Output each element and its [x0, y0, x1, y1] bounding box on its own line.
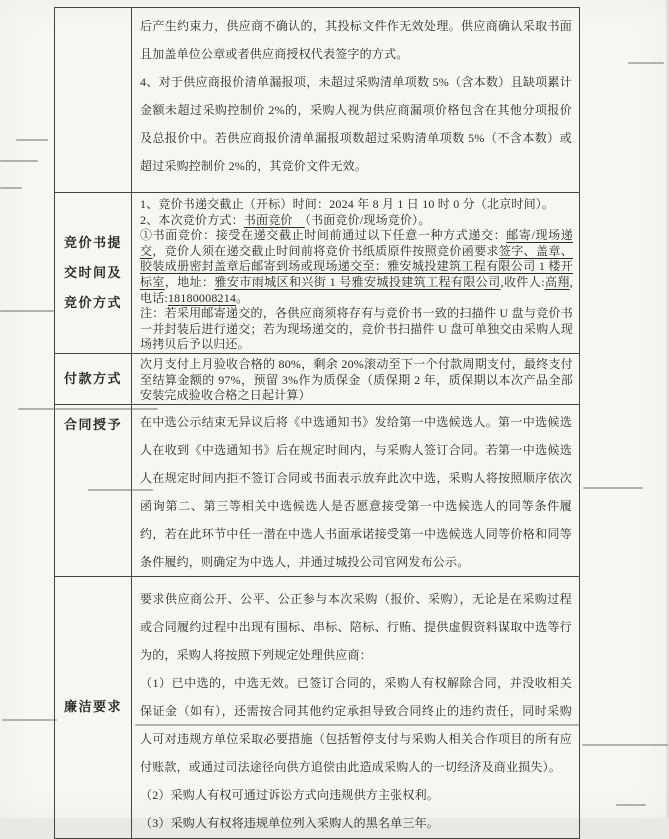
row-content: [132, 193, 580, 354]
paragraph: [140, 357, 573, 404]
row-content: [132, 404, 580, 576]
scan-artifact-line: [616, 804, 646, 806]
table-row: [55, 193, 580, 354]
paragraph: [140, 197, 573, 213]
underlined-text: 签字、盖章、胶装成册密封盖章后邮寄到场或现场递交至：雅安城投建筑工程有限公司 1 楼开标室: [140, 243, 574, 289]
text-segment: （1）已中选的，中选无效。已签订合同的，采购人有权解除合同，并没收相关保证金（如有），还需按合同其他约定承担导致合同终止的违约责任，同时采购人可对违规方单位采取必要措施（包括暂停支付与采购人相关合作项目的所有应付账款，或通过司法途径向供方追偿由此造成采购人的一切经济及商业损失）。: [140, 675, 572, 774]
row-label: 廉洁要求: [55, 576, 132, 838]
row-label: [55, 8, 132, 193]
text-segment: 后产生约束力，供应商不确认的，其投标文件作无效处理。供应商确认采取书面且加盖单位公章或者供应商授权代表签字的方式。: [140, 19, 572, 61]
underlined-text: 邮寄/现场递交: [140, 228, 573, 258]
paragraph: [140, 306, 573, 353]
text-segment: ，地址：: [164, 274, 215, 289]
text-segment: ，竞价人须在递交截止时间前将竞价书纸质原件按照竞价函要求: [152, 243, 499, 258]
scan-artifact-line: [88, 489, 153, 491]
scan-artifact-line: [2, 719, 57, 721]
table-body: [55, 8, 580, 839]
text-segment: 注：若采用邮寄递交的，各供应商须将存有与竞价书一致的扫描件 U 盘与竞价书一并封装后进行递交；若为现场递交的，竞价书扫描件 U 盘可单独交由采购人现场拷贝后予以归还。: [140, 306, 573, 352]
text-segment: 在中选公示结束无异议后将《中选通知书》发给第一中选候选人。第一中选候选人在收到《中选通知书》后在规定时间内，与采购人签订合同。若第一中选候选人在规定时间内拒不签订合同或书面表示放弃此次中选，采购人将按照顺序依次函询第二、第三等相关中选候选人是否愿意接受第一中选候选人的同等条件履约，若在此环节中任一潜在中选人书面承诺接受第一中选候选人同等价格和同等条件履约，则确定为中选人，并通过城投公司官网发布公示。: [140, 414, 572, 569]
scan-artifact-line: [135, 724, 580, 726]
page-edge-shadow: [665, 0, 669, 818]
paragraph: [140, 585, 572, 669]
underlined-text: 雅安市雨城区和兴街 1 号雅安城投建筑工程有限公司: [214, 274, 501, 289]
paragraph: [140, 12, 572, 68]
row-content: [132, 353, 580, 404]
scan-artifact-line: [0, 160, 38, 162]
paragraph: [140, 68, 572, 180]
scan-artifact-line: [582, 744, 668, 746]
scan-artifact-line: [0, 310, 54, 312]
text-segment: （书面竞价/现场竞价）。: [304, 212, 431, 227]
table-row: [55, 8, 580, 193]
text-segment: 2、本次竞价方式：: [140, 212, 244, 227]
text-segment: ,电话:: [140, 274, 573, 305]
paragraph: [140, 228, 573, 306]
underlined-text: 18180008214: [167, 290, 237, 305]
text-segment: 次月支付上月验收合格的 80%，剩余 20%滚动至下一个付款周期支付，最终支付至结算金额的 97%，预留 3%作为质保金（质保期 2 年，质保期以本次产品全部安装完成验收合格之日起计算）: [140, 356, 573, 403]
row-label: 付款方式: [55, 353, 132, 404]
paragraph: [140, 781, 572, 809]
text-segment: ,收件人:: [500, 274, 545, 289]
text-segment: （3）采购人有权将违规单位列入采购人的黑名单三年。: [140, 815, 440, 830]
procurement-terms-table: [54, 7, 580, 839]
scan-artifact-line: [583, 487, 643, 489]
table-row: [55, 576, 580, 838]
paragraph: [140, 408, 572, 576]
text-segment: 1、竞价书递交截止（开标）时间：2024 年 8 月 1 日 10 时 0 分（北京时间）。: [140, 197, 555, 211]
row-content: [132, 576, 580, 838]
scan-artifact-line: [0, 187, 22, 189]
text-segment: 要求供应商公开、公平、公正参与本次采购（报价、采购），无论是在采购过程或合同履约过程中出现有围标、串标、陪标、行贿、提供虚假资料谋取中选等行为的，采购人将按照下列规定处理供应商：: [140, 591, 572, 662]
text-segment: ①书面竞价：接受在递交截止时间前通过以下任意一种方式递交：: [140, 228, 507, 243]
row-label: 合同授予: [55, 404, 132, 576]
row-label: 竞价书提交时间及竞价方式: [55, 193, 132, 354]
row-content: [132, 8, 580, 193]
scan-artifact-line: [18, 408, 158, 410]
text-segment: 4、对于供应商报价清单漏报项，未超过采购清单项数 5%（含本数）且缺项累计金额未超过采购控制价 2%的，采购人视为供应商漏项价格包含在其他分项报价及总报价中。若供应商报价清单漏报项数超过采购清单项数 5%（不含本数）或超过采购控制价 2%的，其竞价文件无效。: [140, 75, 572, 173]
scan-artifact-line: [628, 62, 664, 64]
underlined-text: 高翔: [544, 274, 570, 289]
paragraph: [140, 809, 572, 837]
paragraph: [140, 213, 573, 229]
underlined-text: 书面竞价: [243, 212, 305, 227]
text-segment: 。: [236, 290, 249, 305]
scan-artifact-line: [16, 139, 48, 141]
table-row: [55, 353, 580, 404]
text-segment: （2）采购人有权可通过诉讼方式向违规供方主张权利。: [140, 787, 440, 802]
